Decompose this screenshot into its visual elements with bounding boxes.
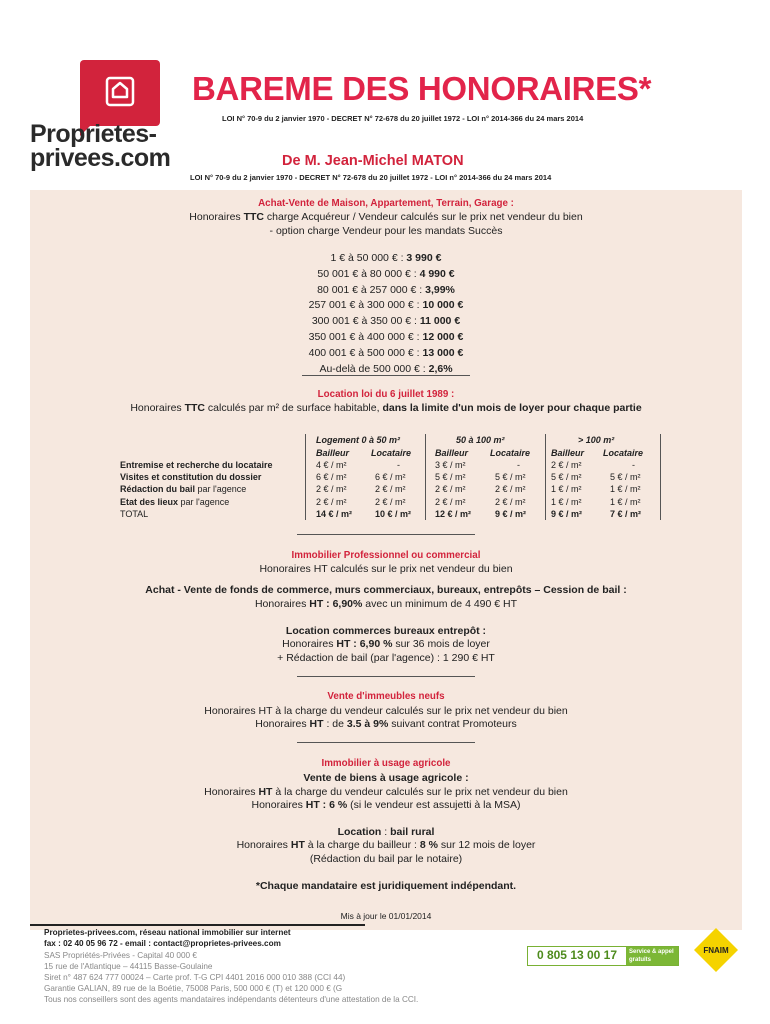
pro-location-line1: Honoraires HT : 6,90 % sur 36 mois de loyer [282,638,490,650]
fnaim-label: FNAIM [703,946,729,955]
table-cell: 2 € / m² [435,484,466,495]
row-label [120,460,273,470]
rate-fee: 3 990 € [406,252,442,264]
achat-heading: Achat-Vente de Maison, Appartement, Terrain, Garage : [258,198,514,209]
footer-contact: fax : 02 40 05 96 72 - email : contact@proprietes-privees.com [44,939,281,948]
table-divider [545,434,546,520]
table-cell: 6 € / m² [316,472,347,483]
table-cell: 4 € / m² [316,460,347,470]
phone-service-tag: Service & appel gratuits [626,947,678,965]
divider [297,676,475,677]
pro-location-heading: Location commerces bureaux entrepôt : [285,625,487,637]
rate-fee: 13 000 € [422,346,464,359]
col-header-bailleur: Bailleur [316,448,350,458]
table-cell: 5 € / m² [551,472,582,483]
divider [297,534,475,535]
table-cell: 1 € / m² [610,496,641,507]
footer-disclaimer: Tous nos conseillers sont des agents mandataires indépendants détenteurs d'une attestation de la CCI. [44,995,419,1004]
row-label [120,497,229,507]
table-cell: 2 € / m² [375,484,406,495]
agricole-heading: Immobilier à usage agricole [321,758,451,769]
group-header: 50 à 100 m² [456,435,505,445]
rate-range: 300 001 € à 350 00 € : [311,315,420,328]
table-cell: 2 € / m² [551,460,582,470]
rate-row [30,315,742,327]
rate-range: 400 001 € à 500 000 € : [308,346,423,359]
table-cell: 1 € / m² [610,484,641,495]
brand-name-line1: Proprietes- [30,120,157,148]
row-label [120,472,261,482]
table-cell: 14 € / m² [316,508,353,519]
rate-range: 257 001 € à 300 000 € : [308,299,423,312]
table-cell: 7 € / m² [610,508,642,519]
rate-range: 350 001 € à 400 000 € : [308,331,423,343]
agricole-line2: Honoraires HT : 6 % (si le vendeur est assujetti à la MSA) [251,799,521,811]
table-cell: 6 € / m² [375,472,406,483]
rate-fee: 3,99% [425,283,455,296]
rate-row [30,284,742,296]
col-header-bailleur: Bailleur [435,448,469,458]
table-cell: - [397,460,400,470]
table-cell: 5 € / m² [495,472,526,483]
group-header: Logement 0 à 50 m² [316,435,401,445]
fnaim-logo [692,926,740,974]
row-label-text: par l'agence [195,484,247,495]
agricole-line1: Honoraires HT à la charge du vendeur calculés sur le prix net vendeur du bien [204,786,568,798]
footer-rule [30,924,365,926]
table-cell: 9 € / m² [551,508,583,519]
pro-heading: Immobilier Professionnel ou commercial [291,550,481,561]
house-icon [104,74,136,108]
col-header-bailleur: Bailleur [551,448,585,458]
rate-fee: 4 990 € [419,267,455,280]
agricole-sub1: Vente de biens à usage agricole : [303,772,469,784]
divider [297,742,475,743]
footer-guarantee: Garantie GALIAN, 89 rue de la Boétie, 75008 Paris, 500 000 € (T) et 120 000 € (G [44,984,343,993]
rate-row [30,268,742,280]
row-label-strong: Etat des lieux [120,496,179,507]
table-cell: - [632,460,635,470]
agricole-line3: Honoraires HT à la charge du bailleur : 8 % sur 12 mois de loyer [236,839,536,851]
row-label-strong: Visites et constitution du dossier [120,472,262,483]
phone-banner[interactable] [527,946,679,966]
pro-line1: Honoraires HT calculés sur le prix net vendeur du bien [259,563,513,575]
row-label-strong: Entremise et recherche du locataire [120,460,273,470]
rate-row [30,347,742,359]
footer-address: 15 rue de l'Atlantique – 44115 Basse-Goulaine [44,962,213,971]
rate-fee: 12 000 € [422,331,464,343]
footer-siret: Siret n° 487 624 777 00024 – Carte prof. T-G CPI 4401 2016 000 010 388 (CCI 44) [44,973,346,982]
location-line: Honoraires TTC calculés par m² de surface habitable, dans la limite d'un mois de loyer pour chaque partie [130,402,642,414]
law-reference-bottom: LOI N° 70-9 du 2 janvier 1970 - DECRET N° 72-678 du 20 juillet 1972 - LOI n° 2014-366 du 24 mars 2014 [190,173,552,182]
table-cell: 9 € / m² [495,508,527,519]
col-header-locataire: Locataire [371,448,412,458]
rate-range: 80 001 € à 257 000 € : [317,283,426,296]
agricole-sub2: Location : bail rural [337,826,435,838]
brand-name-line2: privees.com [30,144,171,172]
pro-achat-heading: Achat - Vente de fonds de commerce, murs commerciaux, bureaux, entrepôts – Cession de bail : [145,584,627,596]
author-name: De M. Jean-Michel MATON [282,153,464,169]
row-label [120,484,246,494]
row-label-strong: Rédaction du bail [120,484,196,495]
footer-network: Proprietes-privees.com, réseau national immobilier sur internet [44,928,291,937]
rate-fee: 2,6% [428,362,453,375]
table-cell: 2 € / m² [316,496,347,507]
rate-row [30,299,742,311]
rate-row [30,363,742,375]
rate-row [30,331,742,343]
group-header: > 100 m² [578,435,615,445]
neufs-line2: Honoraires HT : de 3.5 à 9% suivant contrat Promoteurs [255,718,517,730]
table-cell: 2 € / m² [435,496,466,507]
rate-range: 1 € à 50 000 € : [330,252,407,264]
table-cell: 3 € / m² [435,460,466,470]
col-header-locataire: Locataire [490,448,531,458]
law-reference-top: LOI N° 70-9 du 2 janvier 1970 - DECRET N° 72-678 du 20 juillet 1972 - LOI n° 2014-366 du 24 mars 2014 [222,114,584,123]
table-cell: - [517,460,520,470]
divider [302,375,470,376]
rate-fee: 11 000 € [419,315,461,328]
row-label-text: TOTAL [120,508,149,519]
table-cell: 1 € / m² [551,484,582,495]
table-cell: 5 € / m² [435,472,466,483]
table-divider [305,434,306,520]
row-label-text: par l'agence [178,496,230,507]
table-cell: 2 € / m² [375,496,406,507]
location-heading: Location loi du 6 juillet 1989 : [317,389,455,400]
page-title: BAREME DES HONORAIRES* [192,70,652,107]
rate-range: Au-delà de 500 000 € : [319,362,429,375]
rate-row [30,252,742,264]
pro-achat-line: Honoraires HT : 6,90% avec un minimum de 4 490 € HT [254,598,518,610]
table-cell: 2 € / m² [495,484,526,495]
table-cell: 2 € / m² [316,484,347,495]
table-cell: 10 € / m² [375,508,412,519]
neufs-heading: Vente d'immeubles neufs [327,691,445,702]
achat-line1: Honoraires TTC charge Acquéreur / Vendeur calculés sur le prix net vendeur du bien [189,211,583,223]
phone-number: 0 805 13 00 17 [536,948,618,962]
neufs-line1: Honoraires HT à la charge du vendeur calculés sur le prix net vendeur du bien [204,705,568,717]
update-date: Mis à jour le 01/01/2014 [340,911,432,921]
independence-notice: *Chaque mandataire est juridiquement indépendant. [255,880,517,892]
col-header-locataire: Locataire [603,448,644,458]
brand-logo [30,60,190,170]
pro-location-line2: + Rédaction de bail (par l'agence) : 1 290 € HT [277,652,495,664]
table-cell: 5 € / m² [610,472,641,483]
achat-line2: - option charge Vendeur pour les mandats Succès [269,225,503,237]
rate-fee: 10 000 € [422,299,464,312]
table-cell: 2 € / m² [495,496,526,507]
table-cell: 1 € / m² [551,496,582,507]
rate-range: 50 001 € à 80 000 € : [317,267,420,280]
table-divider [425,434,426,520]
agricole-line4: (Rédaction du bail par le notaire) [309,853,463,865]
footer-company: SAS Propriétés-Privées - Capital 40 000 € [44,951,197,960]
table-divider [660,434,661,520]
table-cell: 12 € / m² [435,508,472,519]
row-label [120,509,148,519]
